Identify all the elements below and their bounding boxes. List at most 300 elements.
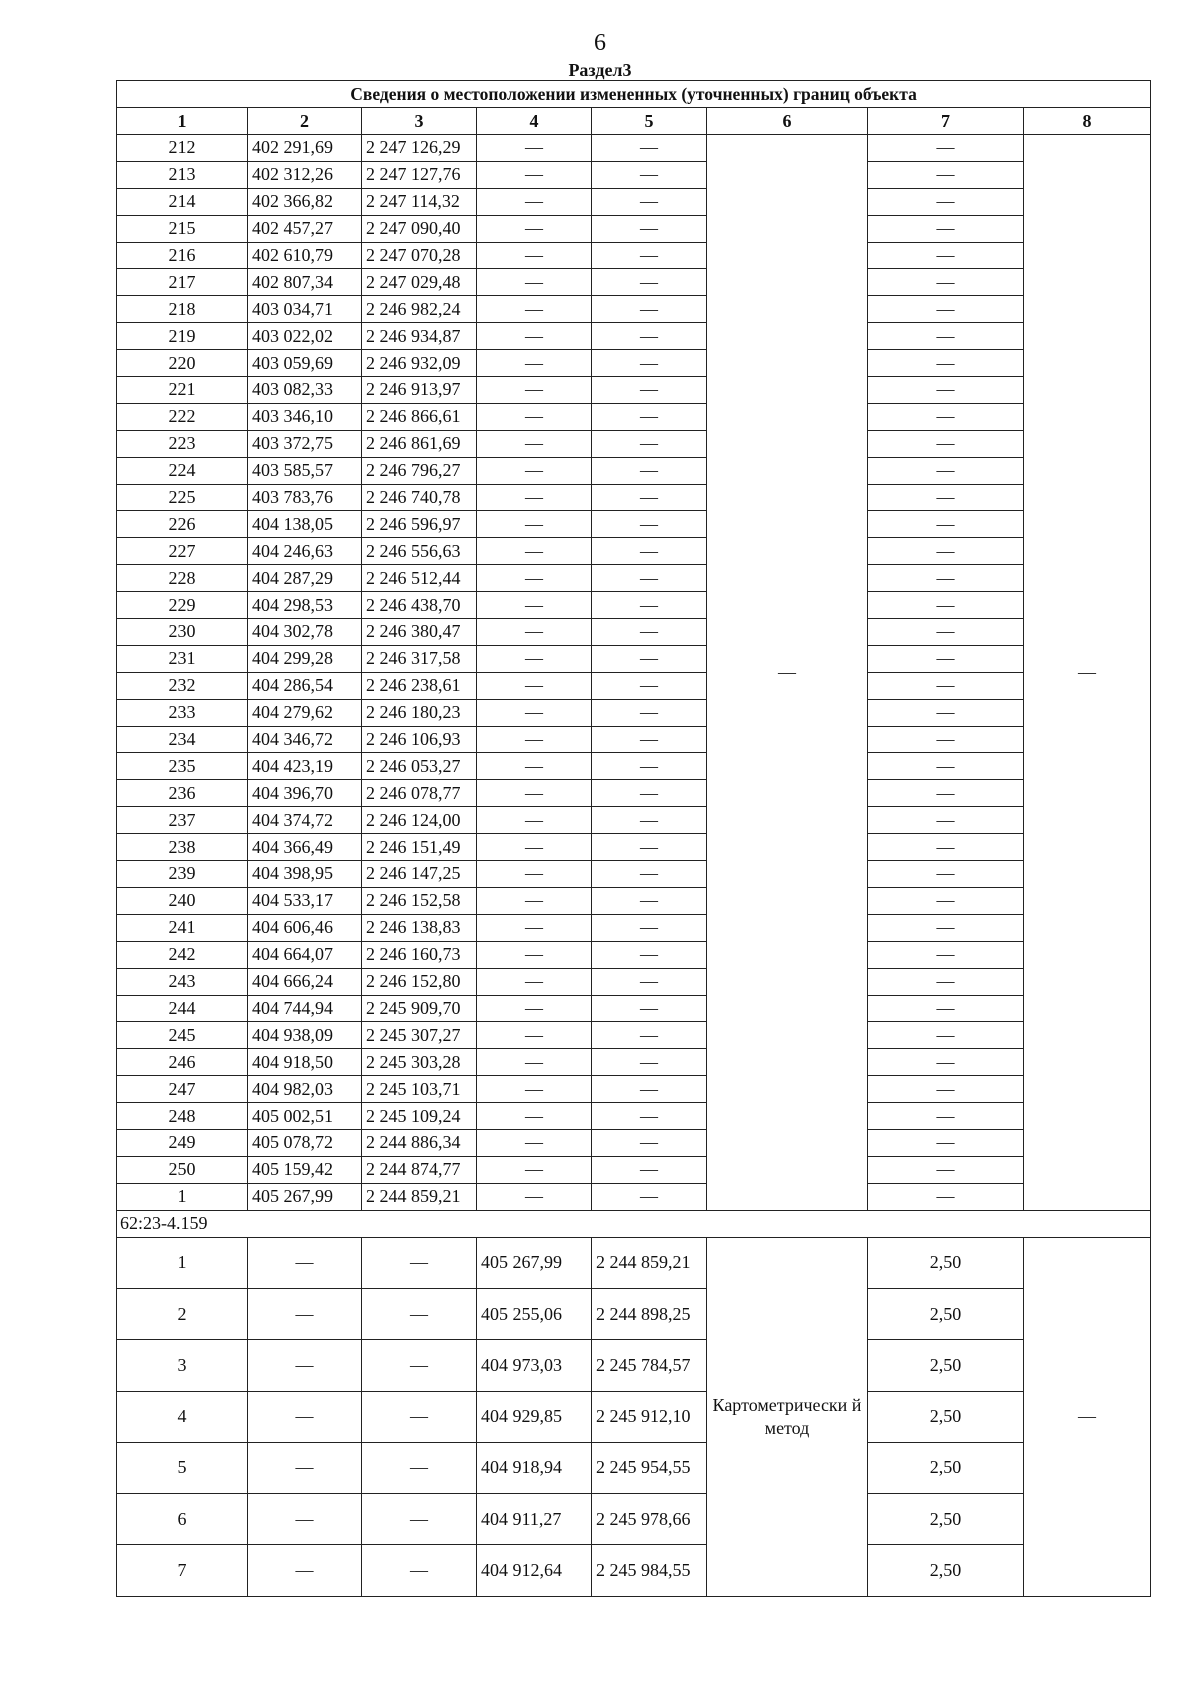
point-number: 215 bbox=[117, 215, 248, 242]
point-number: 250 bbox=[117, 1156, 248, 1183]
existing-x-coordinate: 404 298,53 bbox=[248, 592, 362, 619]
column-header: 3 bbox=[362, 108, 477, 135]
accuracy-cell: 2,50 bbox=[868, 1545, 1024, 1596]
accuracy-cell: — bbox=[868, 188, 1024, 215]
point-number: 243 bbox=[117, 968, 248, 995]
existing-x-coordinate: 403 022,02 bbox=[248, 323, 362, 350]
existing-y-coordinate: — bbox=[362, 1545, 477, 1596]
existing-x-coordinate: 405 078,72 bbox=[248, 1129, 362, 1156]
table-row bbox=[117, 242, 1151, 269]
table-row bbox=[117, 296, 1151, 323]
new-x-coordinate: — bbox=[477, 645, 592, 672]
table-row bbox=[117, 726, 1151, 753]
point-number: 246 bbox=[117, 1049, 248, 1076]
new-y-coordinate: — bbox=[592, 161, 707, 188]
existing-y-coordinate: 2 246 982,24 bbox=[362, 296, 477, 323]
column-header: 4 bbox=[477, 108, 592, 135]
accuracy-cell: — bbox=[868, 726, 1024, 753]
existing-y-coordinate: 2 246 160,73 bbox=[362, 941, 477, 968]
existing-x-coordinate: 403 346,10 bbox=[248, 403, 362, 430]
existing-x-coordinate: 404 606,46 bbox=[248, 914, 362, 941]
accuracy-cell: — bbox=[868, 242, 1024, 269]
point-number: 238 bbox=[117, 834, 248, 861]
accuracy-cell: 2,50 bbox=[868, 1442, 1024, 1493]
point-number: 224 bbox=[117, 457, 248, 484]
table-row bbox=[117, 538, 1151, 565]
existing-x-coordinate: — bbox=[248, 1237, 362, 1288]
existing-y-coordinate: 2 245 909,70 bbox=[362, 995, 477, 1022]
existing-x-coordinate: 402 312,26 bbox=[248, 161, 362, 188]
accuracy-cell: — bbox=[868, 645, 1024, 672]
existing-y-coordinate: 2 245 303,28 bbox=[362, 1049, 477, 1076]
object-id: 62:23-4.159 bbox=[117, 1210, 1151, 1237]
existing-x-coordinate: 404 918,50 bbox=[248, 1049, 362, 1076]
existing-y-coordinate: — bbox=[362, 1442, 477, 1493]
existing-x-coordinate: 404 299,28 bbox=[248, 645, 362, 672]
point-number: 236 bbox=[117, 780, 248, 807]
point-number: 219 bbox=[117, 323, 248, 350]
accuracy-cell: 2,50 bbox=[868, 1340, 1024, 1391]
description-cell: — bbox=[1024, 135, 1151, 1211]
table-row bbox=[117, 592, 1151, 619]
table-row bbox=[117, 1391, 1151, 1442]
new-y-coordinate: — bbox=[592, 188, 707, 215]
column-header: 1 bbox=[117, 108, 248, 135]
new-x-coordinate: — bbox=[477, 457, 592, 484]
existing-x-coordinate: — bbox=[248, 1288, 362, 1339]
point-number: 221 bbox=[117, 377, 248, 404]
new-y-coordinate: — bbox=[592, 377, 707, 404]
table-caption: Сведения о местоположении измененных (уточненных) границ объекта bbox=[117, 81, 1151, 108]
accuracy-cell: — bbox=[868, 1022, 1024, 1049]
accuracy-cell: 2,50 bbox=[868, 1288, 1024, 1339]
new-y-coordinate: — bbox=[592, 1156, 707, 1183]
existing-y-coordinate: 2 246 124,00 bbox=[362, 807, 477, 834]
new-y-coordinate: — bbox=[592, 619, 707, 646]
accuracy-cell: — bbox=[868, 834, 1024, 861]
existing-x-coordinate: 403 059,69 bbox=[248, 350, 362, 377]
existing-y-coordinate: 2 246 152,58 bbox=[362, 887, 477, 914]
accuracy-cell: — bbox=[868, 753, 1024, 780]
existing-x-coordinate: 404 533,17 bbox=[248, 887, 362, 914]
accuracy-cell: — bbox=[868, 619, 1024, 646]
new-y-coordinate: — bbox=[592, 1049, 707, 1076]
point-number: 214 bbox=[117, 188, 248, 215]
table-row bbox=[117, 941, 1151, 968]
table-row bbox=[117, 887, 1151, 914]
table-row bbox=[117, 861, 1151, 888]
column-header-row bbox=[117, 108, 1151, 135]
table-row bbox=[117, 1103, 1151, 1130]
new-x-coordinate: — bbox=[477, 135, 592, 162]
accuracy-cell: — bbox=[868, 592, 1024, 619]
point-number: 234 bbox=[117, 726, 248, 753]
new-x-coordinate: — bbox=[477, 1129, 592, 1156]
new-x-coordinate: 404 918,94 bbox=[477, 1442, 592, 1493]
existing-y-coordinate: 2 244 886,34 bbox=[362, 1129, 477, 1156]
page-number: 6 bbox=[594, 30, 606, 56]
new-y-coordinate: 2 245 954,55 bbox=[592, 1442, 707, 1493]
accuracy-cell: — bbox=[868, 377, 1024, 404]
table-row bbox=[117, 1494, 1151, 1545]
point-number: 233 bbox=[117, 699, 248, 726]
point-number: 240 bbox=[117, 887, 248, 914]
new-x-coordinate: 405 255,06 bbox=[477, 1288, 592, 1339]
new-x-coordinate: 404 973,03 bbox=[477, 1340, 592, 1391]
new-y-coordinate: — bbox=[592, 538, 707, 565]
new-y-coordinate: — bbox=[592, 269, 707, 296]
new-x-coordinate: — bbox=[477, 753, 592, 780]
table-row bbox=[117, 807, 1151, 834]
new-y-coordinate: 2 245 984,55 bbox=[592, 1545, 707, 1596]
new-y-coordinate: — bbox=[592, 726, 707, 753]
table-row bbox=[117, 753, 1151, 780]
new-x-coordinate: — bbox=[477, 161, 592, 188]
new-x-coordinate: — bbox=[477, 538, 592, 565]
existing-y-coordinate: 2 246 078,77 bbox=[362, 780, 477, 807]
point-number: 3 bbox=[117, 1340, 248, 1391]
table-row bbox=[117, 834, 1151, 861]
accuracy-cell: 2,50 bbox=[868, 1494, 1024, 1545]
existing-x-coordinate: 405 002,51 bbox=[248, 1103, 362, 1130]
accuracy-cell: — bbox=[868, 914, 1024, 941]
accuracy-cell: — bbox=[868, 565, 1024, 592]
existing-y-coordinate: 2 247 070,28 bbox=[362, 242, 477, 269]
existing-y-coordinate: — bbox=[362, 1237, 477, 1288]
new-y-coordinate: — bbox=[592, 511, 707, 538]
new-y-coordinate: — bbox=[592, 403, 707, 430]
new-x-coordinate: — bbox=[477, 726, 592, 753]
column-header: 7 bbox=[868, 108, 1024, 135]
accuracy-cell: — bbox=[868, 941, 1024, 968]
point-number: 5 bbox=[117, 1442, 248, 1493]
new-y-coordinate: — bbox=[592, 941, 707, 968]
new-x-coordinate: — bbox=[477, 1049, 592, 1076]
new-y-coordinate: — bbox=[592, 457, 707, 484]
accuracy-cell: — bbox=[868, 323, 1024, 350]
existing-y-coordinate: 2 246 180,23 bbox=[362, 699, 477, 726]
new-x-coordinate: — bbox=[477, 511, 592, 538]
existing-x-coordinate: 404 398,95 bbox=[248, 861, 362, 888]
accuracy-cell: — bbox=[868, 215, 1024, 242]
accuracy-cell: — bbox=[868, 861, 1024, 888]
new-y-coordinate: — bbox=[592, 914, 707, 941]
table-row bbox=[117, 403, 1151, 430]
existing-x-coordinate: 403 372,75 bbox=[248, 430, 362, 457]
method-cell: — bbox=[707, 135, 868, 1211]
existing-x-coordinate: — bbox=[248, 1391, 362, 1442]
table-row bbox=[117, 377, 1151, 404]
new-x-coordinate: — bbox=[477, 403, 592, 430]
accuracy-cell: — bbox=[868, 672, 1024, 699]
new-y-coordinate: — bbox=[592, 699, 707, 726]
accuracy-cell: — bbox=[868, 511, 1024, 538]
point-number: 223 bbox=[117, 430, 248, 457]
existing-y-coordinate: 2 246 147,25 bbox=[362, 861, 477, 888]
new-x-coordinate: — bbox=[477, 188, 592, 215]
point-number: 1 bbox=[117, 1237, 248, 1288]
point-number: 2 bbox=[117, 1288, 248, 1339]
point-number: 227 bbox=[117, 538, 248, 565]
table-row bbox=[117, 269, 1151, 296]
existing-y-coordinate: 2 245 109,24 bbox=[362, 1103, 477, 1130]
point-number: 237 bbox=[117, 807, 248, 834]
existing-y-coordinate: 2 246 152,80 bbox=[362, 968, 477, 995]
description-cell: — bbox=[1024, 1237, 1151, 1596]
new-y-coordinate: — bbox=[592, 1129, 707, 1156]
point-number: 217 bbox=[117, 269, 248, 296]
existing-x-coordinate: 405 267,99 bbox=[248, 1183, 362, 1210]
table-row bbox=[117, 188, 1151, 215]
new-y-coordinate: — bbox=[592, 968, 707, 995]
table-row bbox=[117, 1156, 1151, 1183]
existing-x-coordinate: — bbox=[248, 1494, 362, 1545]
new-y-coordinate: 2 244 898,25 bbox=[592, 1288, 707, 1339]
existing-x-coordinate: 404 396,70 bbox=[248, 780, 362, 807]
new-x-coordinate: — bbox=[477, 780, 592, 807]
existing-y-coordinate: 2 246 596,97 bbox=[362, 511, 477, 538]
column-header: 5 bbox=[592, 108, 707, 135]
table-row bbox=[117, 780, 1151, 807]
column-header: 8 bbox=[1024, 108, 1151, 135]
point-number: 249 bbox=[117, 1129, 248, 1156]
accuracy-cell: — bbox=[868, 887, 1024, 914]
existing-y-coordinate: — bbox=[362, 1340, 477, 1391]
point-number: 239 bbox=[117, 861, 248, 888]
new-y-coordinate: — bbox=[592, 861, 707, 888]
new-x-coordinate: — bbox=[477, 941, 592, 968]
existing-y-coordinate: 2 246 556,63 bbox=[362, 538, 477, 565]
existing-y-coordinate: 2 244 874,77 bbox=[362, 1156, 477, 1183]
new-y-coordinate: — bbox=[592, 807, 707, 834]
new-x-coordinate: — bbox=[477, 699, 592, 726]
object-id-row bbox=[117, 1210, 1151, 1237]
new-x-coordinate: — bbox=[477, 323, 592, 350]
table-row bbox=[117, 1288, 1151, 1339]
point-number: 232 bbox=[117, 672, 248, 699]
existing-x-coordinate: — bbox=[248, 1340, 362, 1391]
existing-y-coordinate: 2 246 913,97 bbox=[362, 377, 477, 404]
table-row bbox=[117, 350, 1151, 377]
new-x-coordinate: 404 912,64 bbox=[477, 1545, 592, 1596]
table-row bbox=[117, 1076, 1151, 1103]
new-x-coordinate: 405 267,99 bbox=[477, 1237, 592, 1288]
table-row bbox=[117, 565, 1151, 592]
table-row bbox=[117, 135, 1151, 162]
point-number: 247 bbox=[117, 1076, 248, 1103]
existing-x-coordinate: 403 034,71 bbox=[248, 296, 362, 323]
accuracy-cell: — bbox=[868, 457, 1024, 484]
existing-x-coordinate: 404 366,49 bbox=[248, 834, 362, 861]
point-number: 213 bbox=[117, 161, 248, 188]
point-number: 225 bbox=[117, 484, 248, 511]
existing-x-coordinate: 404 666,24 bbox=[248, 968, 362, 995]
point-number: 229 bbox=[117, 592, 248, 619]
table-row bbox=[117, 1442, 1151, 1493]
existing-y-coordinate: 2 246 151,49 bbox=[362, 834, 477, 861]
table-row bbox=[117, 1183, 1151, 1210]
accuracy-cell: — bbox=[868, 1076, 1024, 1103]
table-row bbox=[117, 430, 1151, 457]
existing-y-coordinate: 2 246 438,70 bbox=[362, 592, 477, 619]
point-number: 241 bbox=[117, 914, 248, 941]
new-y-coordinate: — bbox=[592, 1076, 707, 1103]
column-header: 2 bbox=[248, 108, 362, 135]
new-x-coordinate: — bbox=[477, 968, 592, 995]
table-row bbox=[117, 1545, 1151, 1596]
accuracy-cell: — bbox=[868, 430, 1024, 457]
accuracy-cell: — bbox=[868, 403, 1024, 430]
existing-x-coordinate: — bbox=[248, 1545, 362, 1596]
point-number: 216 bbox=[117, 242, 248, 269]
point-number: 230 bbox=[117, 619, 248, 646]
accuracy-cell: — bbox=[868, 350, 1024, 377]
existing-x-coordinate: 402 366,82 bbox=[248, 188, 362, 215]
accuracy-cell: — bbox=[868, 538, 1024, 565]
table-row bbox=[117, 672, 1151, 699]
new-x-coordinate: — bbox=[477, 861, 592, 888]
new-y-coordinate: — bbox=[592, 1103, 707, 1130]
new-x-coordinate: — bbox=[477, 430, 592, 457]
new-y-coordinate: — bbox=[592, 672, 707, 699]
point-number: 220 bbox=[117, 350, 248, 377]
table-row bbox=[117, 1049, 1151, 1076]
existing-x-coordinate: 404 302,78 bbox=[248, 619, 362, 646]
existing-y-coordinate: 2 246 053,27 bbox=[362, 753, 477, 780]
existing-x-coordinate: 404 287,29 bbox=[248, 565, 362, 592]
table-row bbox=[117, 995, 1151, 1022]
point-number: 218 bbox=[117, 296, 248, 323]
new-x-coordinate: 404 911,27 bbox=[477, 1494, 592, 1545]
new-y-coordinate: — bbox=[592, 296, 707, 323]
table-row bbox=[117, 323, 1151, 350]
accuracy-cell: — bbox=[868, 780, 1024, 807]
existing-y-coordinate: 2 246 932,09 bbox=[362, 350, 477, 377]
point-number: 7 bbox=[117, 1545, 248, 1596]
accuracy-cell: — bbox=[868, 1049, 1024, 1076]
accuracy-cell: — bbox=[868, 135, 1024, 162]
new-x-coordinate: — bbox=[477, 995, 592, 1022]
point-number: 228 bbox=[117, 565, 248, 592]
accuracy-cell: 2,50 bbox=[868, 1391, 1024, 1442]
new-y-coordinate: — bbox=[592, 592, 707, 619]
table-row bbox=[117, 645, 1151, 672]
existing-y-coordinate: 2 246 380,47 bbox=[362, 619, 477, 646]
existing-y-coordinate: 2 247 126,29 bbox=[362, 135, 477, 162]
boundary-table bbox=[116, 80, 1151, 1597]
new-x-coordinate: — bbox=[477, 215, 592, 242]
point-number: 242 bbox=[117, 941, 248, 968]
existing-x-coordinate: 402 457,27 bbox=[248, 215, 362, 242]
point-number: 245 bbox=[117, 1022, 248, 1049]
new-y-coordinate: 2 245 784,57 bbox=[592, 1340, 707, 1391]
column-header: 6 bbox=[707, 108, 868, 135]
existing-y-coordinate: 2 246 238,61 bbox=[362, 672, 477, 699]
existing-x-coordinate: 402 807,34 bbox=[248, 269, 362, 296]
existing-x-coordinate: 404 279,62 bbox=[248, 699, 362, 726]
new-y-coordinate: 2 245 912,10 bbox=[592, 1391, 707, 1442]
new-x-coordinate: — bbox=[477, 484, 592, 511]
table-row bbox=[117, 484, 1151, 511]
accuracy-cell: — bbox=[868, 807, 1024, 834]
new-y-coordinate: — bbox=[592, 753, 707, 780]
table-row bbox=[117, 1129, 1151, 1156]
point-number: 4 bbox=[117, 1391, 248, 1442]
accuracy-cell: — bbox=[868, 1129, 1024, 1156]
accuracy-cell: — bbox=[868, 968, 1024, 995]
existing-y-coordinate: 2 246 317,58 bbox=[362, 645, 477, 672]
point-number: 6 bbox=[117, 1494, 248, 1545]
new-x-coordinate: — bbox=[477, 1183, 592, 1210]
new-y-coordinate: — bbox=[592, 350, 707, 377]
existing-x-coordinate: 404 346,72 bbox=[248, 726, 362, 753]
accuracy-cell: — bbox=[868, 995, 1024, 1022]
new-x-coordinate: — bbox=[477, 672, 592, 699]
existing-y-coordinate: 2 247 090,40 bbox=[362, 215, 477, 242]
new-x-coordinate: 404 929,85 bbox=[477, 1391, 592, 1442]
existing-y-coordinate: — bbox=[362, 1288, 477, 1339]
new-y-coordinate: — bbox=[592, 995, 707, 1022]
new-y-coordinate: — bbox=[592, 215, 707, 242]
new-y-coordinate: — bbox=[592, 1183, 707, 1210]
new-x-coordinate: — bbox=[477, 377, 592, 404]
existing-x-coordinate: 403 585,57 bbox=[248, 457, 362, 484]
new-x-coordinate: — bbox=[477, 887, 592, 914]
existing-y-coordinate: 2 246 138,83 bbox=[362, 914, 477, 941]
accuracy-cell: 2,50 bbox=[868, 1237, 1024, 1288]
existing-y-coordinate: 2 246 861,69 bbox=[362, 430, 477, 457]
existing-x-coordinate: 402 291,69 bbox=[248, 135, 362, 162]
existing-y-coordinate: 2 246 512,44 bbox=[362, 565, 477, 592]
point-number: 222 bbox=[117, 403, 248, 430]
new-y-coordinate: — bbox=[592, 780, 707, 807]
existing-x-coordinate: — bbox=[248, 1442, 362, 1493]
existing-x-coordinate: 404 982,03 bbox=[248, 1076, 362, 1103]
table-row bbox=[117, 1340, 1151, 1391]
existing-x-coordinate: 405 159,42 bbox=[248, 1156, 362, 1183]
existing-y-coordinate: — bbox=[362, 1494, 477, 1545]
existing-x-coordinate: 404 423,19 bbox=[248, 753, 362, 780]
table-row bbox=[117, 914, 1151, 941]
new-x-coordinate: — bbox=[477, 269, 592, 296]
existing-x-coordinate: 404 286,54 bbox=[248, 672, 362, 699]
new-x-coordinate: — bbox=[477, 592, 592, 619]
existing-y-coordinate: 2 244 859,21 bbox=[362, 1183, 477, 1210]
point-number: 235 bbox=[117, 753, 248, 780]
existing-x-coordinate: 403 082,33 bbox=[248, 377, 362, 404]
table-row bbox=[117, 1237, 1151, 1288]
accuracy-cell: — bbox=[868, 1183, 1024, 1210]
existing-y-coordinate: 2 246 934,87 bbox=[362, 323, 477, 350]
table-row bbox=[117, 1022, 1151, 1049]
accuracy-cell: — bbox=[868, 484, 1024, 511]
existing-y-coordinate: 2 247 127,76 bbox=[362, 161, 477, 188]
new-x-coordinate: — bbox=[477, 834, 592, 861]
existing-x-coordinate: 402 610,79 bbox=[248, 242, 362, 269]
existing-y-coordinate: — bbox=[362, 1391, 477, 1442]
new-x-coordinate: — bbox=[477, 807, 592, 834]
new-x-coordinate: — bbox=[477, 242, 592, 269]
new-x-coordinate: — bbox=[477, 1103, 592, 1130]
new-y-coordinate: — bbox=[592, 484, 707, 511]
new-x-coordinate: — bbox=[477, 1076, 592, 1103]
point-number: 1 bbox=[117, 1183, 248, 1210]
table-row bbox=[117, 457, 1151, 484]
existing-x-coordinate: 404 246,63 bbox=[248, 538, 362, 565]
new-y-coordinate: — bbox=[592, 430, 707, 457]
accuracy-cell: — bbox=[868, 161, 1024, 188]
accuracy-cell: — bbox=[868, 269, 1024, 296]
